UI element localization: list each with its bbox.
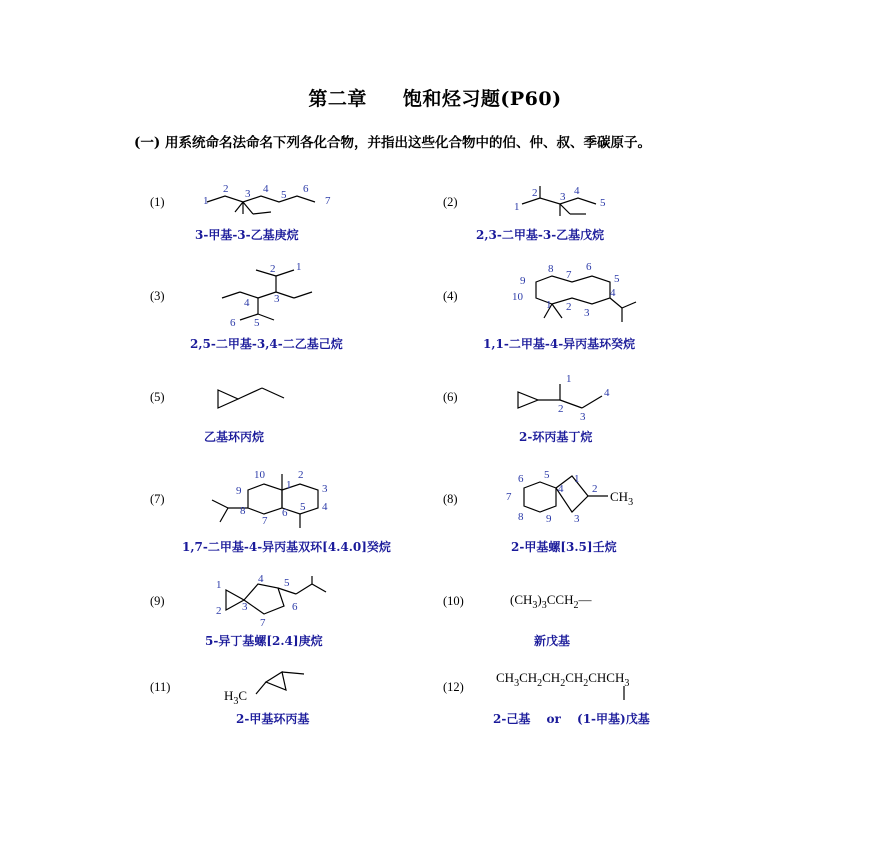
locant: 2 xyxy=(592,483,598,495)
locant: 9 xyxy=(236,485,242,497)
item-number: (11) xyxy=(150,680,171,694)
compound-name: 3-甲基-3-乙基庚烷 xyxy=(195,228,299,242)
locant: 3 xyxy=(245,188,251,200)
item-number: (3) xyxy=(150,289,165,303)
item-number: (2) xyxy=(443,195,458,209)
locant: 2 xyxy=(270,263,276,275)
locant: 1 xyxy=(514,201,520,213)
formula: $(CH_3)_3CCH_2—$ xyxy=(510,592,592,611)
locant: 7 xyxy=(506,491,512,503)
locant: 8 xyxy=(240,505,246,517)
methyl-group xyxy=(610,489,633,508)
compound-name: 2-己基 or (1-甲基)戊基 xyxy=(493,712,650,726)
structure-10 xyxy=(510,586,650,612)
locant: 4 xyxy=(258,573,264,585)
locant: 4 xyxy=(244,297,250,309)
compound-name: 乙基环丙烷 xyxy=(204,430,265,444)
group-subscript: 3 xyxy=(628,497,634,508)
locant: 2 xyxy=(298,469,304,481)
locant: 6 xyxy=(518,473,524,485)
compound-name: 2-环丙基丁烷 xyxy=(519,430,593,444)
locant: 3 xyxy=(584,307,590,319)
locant: 9 xyxy=(546,513,552,525)
locant: 5 xyxy=(544,469,550,481)
locant: 5 xyxy=(281,189,287,201)
locant: 4 xyxy=(610,287,616,299)
locant: 1 xyxy=(574,473,580,485)
locant: 6 xyxy=(586,261,592,273)
item-number: (7) xyxy=(150,492,165,506)
compound-name: 1,1-二甲基-4-异丙基环癸烷 xyxy=(483,337,636,351)
locant: 2 xyxy=(223,183,229,195)
locant: 2 xyxy=(532,187,538,199)
item-number: (12) xyxy=(443,680,464,694)
locant: 3 xyxy=(322,483,328,495)
locant: 5 xyxy=(300,501,306,513)
structure-4 xyxy=(510,262,650,332)
page-title xyxy=(0,84,870,111)
compound-name: 2-甲基环丙基 xyxy=(236,712,310,726)
locant: 1 xyxy=(216,579,222,591)
locant: 7 xyxy=(325,195,331,207)
compound-name: 2-甲基螺[3.5]壬烷 xyxy=(511,540,617,554)
locant: 5 xyxy=(600,197,606,209)
locant: 4 xyxy=(558,483,564,495)
locant: 6 xyxy=(282,507,288,519)
structure-12 xyxy=(496,666,686,702)
locant: 1 xyxy=(296,261,302,273)
exercise-instructions: (一) 用系统命名法命名下列各化合物，并指出这些化合物中的伯、仲、叔、季碳原子。 xyxy=(134,135,651,151)
methyl-group: $H_3C$ xyxy=(224,688,248,707)
locant: 1 xyxy=(566,373,572,385)
locant: 2 xyxy=(216,605,222,617)
locant: 1 xyxy=(286,479,292,491)
item-number: (1) xyxy=(150,195,165,209)
structure-6 xyxy=(510,372,630,422)
locant: 4 xyxy=(322,501,328,513)
locant: 2 xyxy=(566,301,572,313)
locant: 3 xyxy=(560,191,566,203)
locant: 3 xyxy=(274,293,280,305)
structure-8 xyxy=(500,468,680,528)
locant: 5 xyxy=(254,317,260,329)
locant: 3 xyxy=(580,411,586,423)
structure-1 xyxy=(195,182,345,227)
structure-9 xyxy=(212,572,352,628)
compound-name: 新戊基 xyxy=(534,634,571,648)
compound-name: 5-异丁基螺[2.4]庚烷 xyxy=(205,634,323,648)
locant: 1 xyxy=(546,299,552,311)
locant: 7 xyxy=(262,515,268,527)
structure-7 xyxy=(200,466,350,532)
chapter-title: 饱和烃习题(P60) xyxy=(402,88,562,110)
locant: 4 xyxy=(604,387,610,399)
locant: 2 xyxy=(558,403,564,415)
locant: 1 xyxy=(203,195,209,207)
locant: 7 xyxy=(566,269,572,281)
item-number: (6) xyxy=(443,390,458,404)
locant: 6 xyxy=(230,317,236,329)
structure-2 xyxy=(508,180,618,225)
locant: 4 xyxy=(263,183,269,195)
structure-5 xyxy=(210,378,300,414)
locant: 3 xyxy=(574,513,580,525)
structure-3 xyxy=(210,258,330,330)
item-number: (9) xyxy=(150,594,165,608)
formula: $CH_3CH_2CH_2CH_2CHCH_3$ xyxy=(496,670,630,689)
locant: 7 xyxy=(260,617,266,629)
item-number: (8) xyxy=(443,492,458,506)
locant: 10 xyxy=(512,291,523,303)
locant: 8 xyxy=(548,263,554,275)
locant: 5 xyxy=(614,273,620,285)
structure-11 xyxy=(222,660,332,706)
locant: 4 xyxy=(574,185,580,197)
locant: 10 xyxy=(254,469,265,481)
locant: 6 xyxy=(292,601,298,613)
compound-name: 2,3-二甲基-3-乙基戊烷 xyxy=(476,228,605,242)
chapter-label: 第二章 xyxy=(308,88,367,110)
item-number: (10) xyxy=(443,594,464,608)
compound-name: 2,5-二甲基-3,4-二乙基己烷 xyxy=(190,337,343,351)
locant: 8 xyxy=(518,511,524,523)
item-number: (4) xyxy=(443,289,458,303)
item-number: (5) xyxy=(150,390,165,404)
group-text: CH xyxy=(610,489,629,504)
locant: 3 xyxy=(242,601,248,613)
locant: 9 xyxy=(520,275,526,287)
compound-name: 1,7-二甲基-4-异丙基双环[4.4.0]癸烷 xyxy=(182,540,391,554)
locant: 6 xyxy=(303,183,309,195)
locant: 5 xyxy=(284,577,290,589)
